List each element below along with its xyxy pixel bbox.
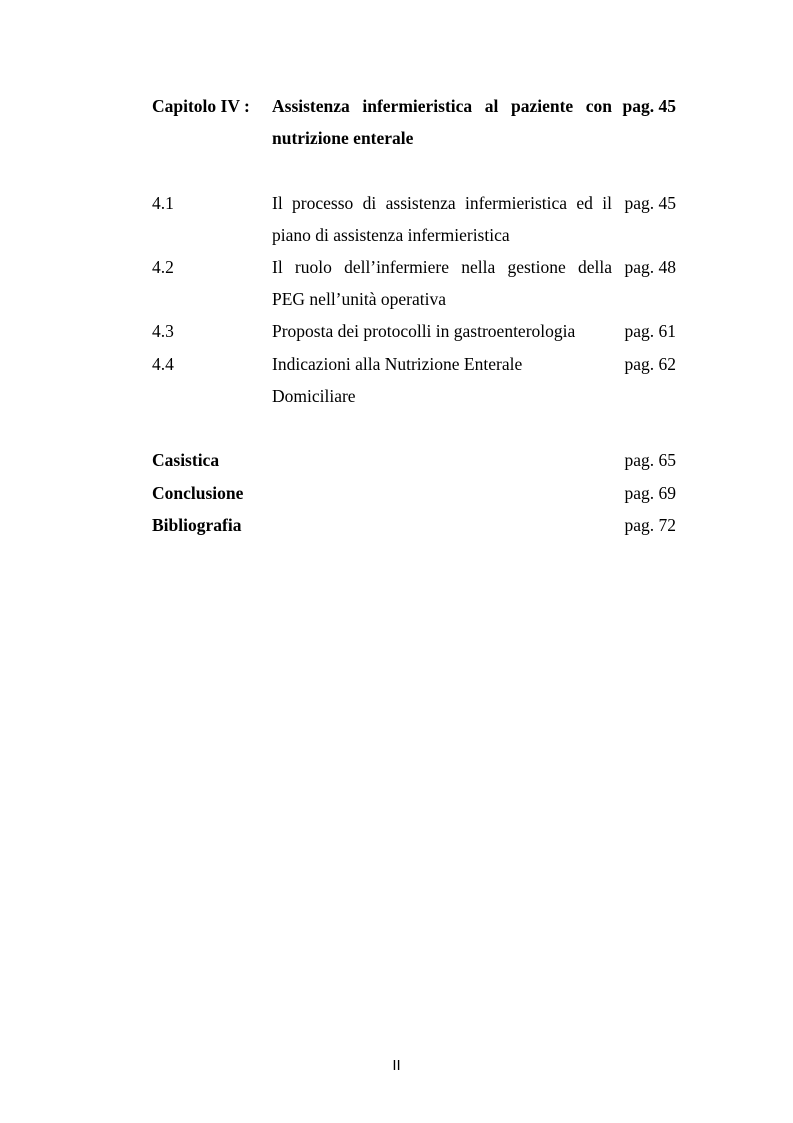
toc-section-entry [152, 315, 676, 347]
section-title-line-1: Proposta dei protocolli in gastroenterologia [272, 321, 576, 341]
toc-chapter-entry [152, 90, 676, 148]
toc-section-entry [152, 251, 676, 309]
section-title-line-1: Il ruolo dell’infermiere nella gestione della [272, 257, 612, 277]
toc-section-entry [152, 348, 676, 406]
section-number: 4.3 [152, 321, 174, 341]
toc-closing-entry [152, 477, 676, 509]
section-page: pag. 61 [624, 321, 676, 341]
section-number: 4.2 [152, 257, 174, 277]
toc-closing-entry [152, 509, 676, 541]
section-page: pag. 62 [624, 354, 676, 374]
section-page: pag. 45 [624, 193, 676, 213]
section-number: 4.1 [152, 193, 174, 213]
closing-page: pag. 65 [624, 450, 676, 470]
chapter-title [272, 90, 612, 154]
chapter-title-line-1: Assistenza infermieristica al paziente con [272, 96, 612, 116]
section-page: pag. 48 [624, 257, 676, 277]
closing-page: pag. 69 [624, 483, 676, 503]
closing-label: Casistica [152, 450, 220, 470]
chapter-label: Capitolo IV : [152, 96, 250, 116]
closing-page: pag. 72 [624, 515, 676, 535]
section-title [272, 251, 612, 315]
closing-label: Conclusione [152, 483, 244, 503]
chapter-title-line-2: nutrizione enterale [272, 128, 414, 148]
section-number: 4.4 [152, 354, 174, 374]
section-title-line-2: piano di assistenza infermieristica [272, 225, 510, 245]
page-number: II [392, 1057, 401, 1074]
chapter-page: pag. 45 [622, 96, 676, 116]
section-title-line-1: Il processo di assistenza infermieristica ed il [272, 193, 612, 213]
toc-closing-entry [152, 444, 676, 476]
section-title-line-2: PEG nell’unità operativa [272, 289, 446, 309]
toc-section-entry [152, 187, 676, 245]
section-title [272, 315, 612, 347]
section-title-line-2: Domiciliare [272, 386, 356, 406]
section-title [272, 348, 612, 412]
section-title [272, 187, 612, 251]
closing-label: Bibliografia [152, 515, 242, 535]
section-title-line-1: Indicazioni alla Nutrizione Enterale [272, 354, 523, 374]
